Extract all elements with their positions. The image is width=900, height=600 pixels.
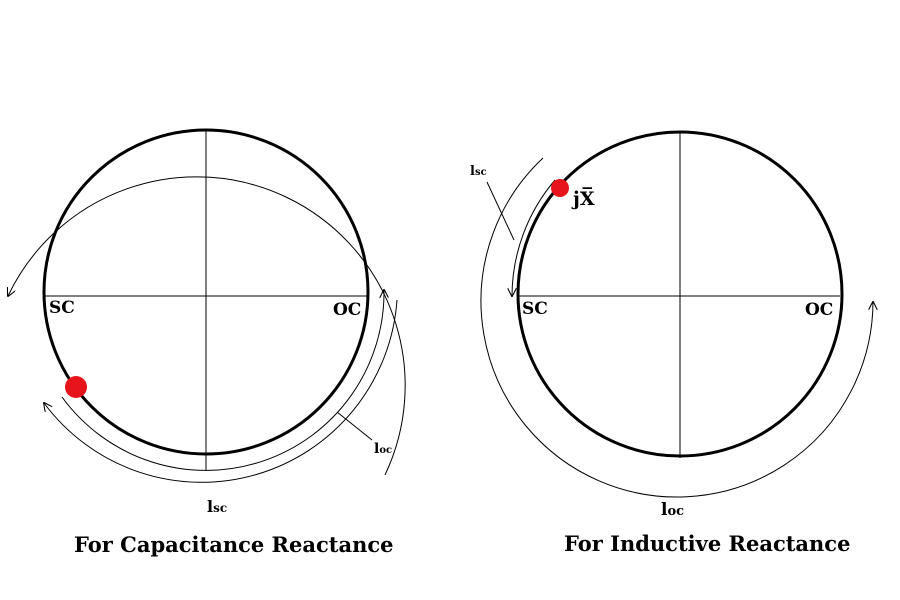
right-diagram <box>470 132 873 556</box>
left-caption: For Capacitance Reactance <box>74 532 394 557</box>
right-sc-label: SC <box>522 299 548 319</box>
right-lsc-label: lsc <box>470 164 487 179</box>
left-sc-label: SC <box>49 298 75 318</box>
right-load-point <box>551 179 569 197</box>
left-loc-pointer <box>337 412 372 440</box>
left-oc-label: OC <box>333 300 362 320</box>
left-lsc-arrow <box>44 300 397 482</box>
right-caption: For Inductive Reactance <box>564 531 851 556</box>
left-lsc-label: lsc <box>207 497 228 516</box>
left-load-point <box>65 376 87 398</box>
left-loc-label: loc <box>374 441 393 457</box>
right-oc-label: OC <box>805 300 834 320</box>
left-diagram <box>8 130 405 557</box>
right-outer-loc-arrow <box>481 158 873 497</box>
right-lsc-pointer <box>487 182 514 240</box>
right-jx-label: jX̅ <box>573 188 595 210</box>
right-loc-label: loc <box>661 500 685 520</box>
